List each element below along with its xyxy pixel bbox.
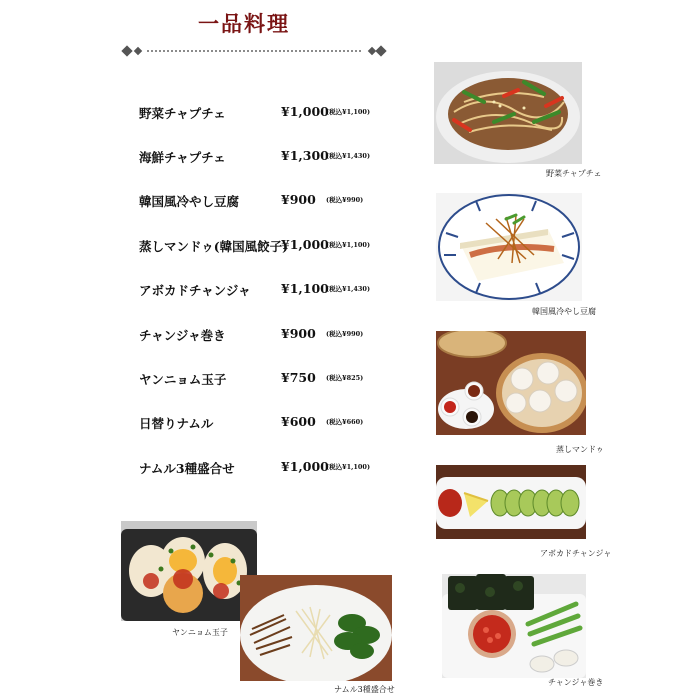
divider-dot [251, 50, 253, 52]
menu-item-tax-price: (税込¥1,430) [326, 285, 371, 293]
tofu-photo [436, 193, 582, 301]
changja-roll-caption: チャンジャ巻き [548, 678, 604, 687]
divider-dot [211, 50, 213, 52]
divider-dot [203, 50, 205, 52]
divider-dot [175, 50, 177, 52]
divider-dot [315, 50, 317, 52]
avocado-caption: アボカドチャンジャ [540, 549, 612, 558]
divider-dot [299, 50, 301, 52]
divider-dot [331, 50, 333, 52]
divider-dot [259, 50, 261, 52]
divider-dot [147, 50, 149, 52]
menu-item-name: 野菜チャプチェ [139, 106, 226, 121]
egg-caption: ヤンニョム玉子 [172, 628, 228, 637]
divider-dot [167, 50, 169, 52]
divider-dot [227, 50, 229, 52]
divider-dot [291, 50, 293, 52]
menu-item-price: ¥600 [281, 414, 316, 429]
menu-item-name: 韓国風冷やし豆腐 [139, 194, 240, 209]
menu-item [0, 414, 440, 434]
divider-dot [207, 50, 209, 52]
divider-dot [199, 50, 201, 52]
menu-item [0, 237, 440, 257]
menu-item-price: ¥900 [281, 192, 316, 207]
menu-item-tax-price: (税込¥825) [326, 374, 364, 382]
divider-dot [355, 50, 357, 52]
menu-item-name: チャンジャ巻き [139, 328, 226, 343]
divider-dot [187, 50, 189, 52]
changja-roll-photo [442, 574, 586, 678]
menu-item-name: 蒸しマンドゥ(韓国風餃子) [139, 239, 289, 254]
chapchae-caption: 野菜チャプチェ [546, 169, 602, 178]
mandu-caption: 蒸しマンドゥ [556, 445, 604, 454]
divider-dot [271, 50, 273, 52]
divider-dot [219, 50, 221, 52]
menu-item-price: ¥750 [281, 370, 316, 385]
divider-dot [283, 50, 285, 52]
menu-item-tax-price: (税込¥990) [326, 196, 364, 204]
divider-dot [243, 50, 245, 52]
menu-item [0, 370, 440, 390]
divider-dot [195, 50, 197, 52]
divider-dot [215, 50, 217, 52]
divider-dot [171, 50, 173, 52]
divider-dot [155, 50, 157, 52]
menu-item [0, 459, 440, 479]
divider-dot [163, 50, 165, 52]
avocado-changja-photo [436, 465, 586, 539]
divider-dot [339, 50, 341, 52]
menu-item [0, 281, 440, 301]
divider-dot [183, 50, 185, 52]
menu-item-tax-price: (税込¥660) [326, 418, 364, 426]
divider-dot [279, 50, 281, 52]
menu-item-price: ¥1,100 [281, 281, 329, 296]
divider-dot [351, 50, 353, 52]
divider-dot [335, 50, 337, 52]
namul-caption: ナムル3種盛合せ [334, 685, 395, 694]
divider-dot [303, 50, 305, 52]
divider-dot [287, 50, 289, 52]
divider-dot [327, 50, 329, 52]
divider-dot [159, 50, 161, 52]
menu-item-name: ナムル3種盛合せ [139, 461, 235, 476]
menu-item [0, 148, 440, 168]
menu-item [0, 104, 440, 124]
chapchae-photo [434, 62, 582, 164]
menu-item-price: ¥1,300 [281, 148, 329, 163]
page-title: 一品料理 [198, 11, 290, 36]
divider-dot [267, 50, 269, 52]
divider-dot [191, 50, 193, 52]
menu-item-name: ヤンニョム玉子 [139, 372, 227, 387]
menu-item-tax-price: (税込¥1,100) [326, 463, 371, 471]
ornamental-divider [120, 44, 388, 58]
divider-dot [275, 50, 277, 52]
divider-dot [235, 50, 237, 52]
menu-item-tax-price: (税込¥1,430) [326, 152, 371, 160]
menu-item [0, 192, 440, 212]
menu-item-price: ¥1,000 [281, 237, 329, 252]
menu-item-name: アボカドチャンジャ [139, 283, 251, 298]
menu-item-tax-price: (税込¥1,100) [326, 241, 371, 249]
divider-dot [223, 50, 225, 52]
menu-item [0, 326, 440, 346]
menu-item-price: ¥1,000 [281, 459, 329, 474]
namul-photo [240, 575, 392, 681]
menu-item-price: ¥1,000 [281, 104, 329, 119]
divider-dot [247, 50, 249, 52]
divider-dot [295, 50, 297, 52]
divider-dot [263, 50, 265, 52]
divider-dot [179, 50, 181, 52]
menu-item-tax-price: (税込¥990) [326, 330, 364, 338]
divider-dot [343, 50, 345, 52]
divider-dot [311, 50, 313, 52]
divider-dot [151, 50, 153, 52]
divider-dot [347, 50, 349, 52]
menu-item-tax-price: (税込¥1,100) [326, 108, 371, 116]
menu-item-price: ¥900 [281, 326, 316, 341]
yangnyeom-egg-photo [121, 521, 257, 621]
mandu-photo [436, 331, 586, 435]
tofu-caption: 韓国風冷やし豆腐 [532, 307, 596, 316]
divider-dot [231, 50, 233, 52]
divider-dot [359, 50, 361, 52]
divider-dot [255, 50, 257, 52]
menu-item-name: 海鮮チャプチェ [139, 150, 226, 165]
menu-item-name: 日替りナムル [139, 416, 214, 431]
divider-dot [307, 50, 309, 52]
divider-dot [319, 50, 321, 52]
divider-dot [239, 50, 241, 52]
divider-dot [323, 50, 325, 52]
